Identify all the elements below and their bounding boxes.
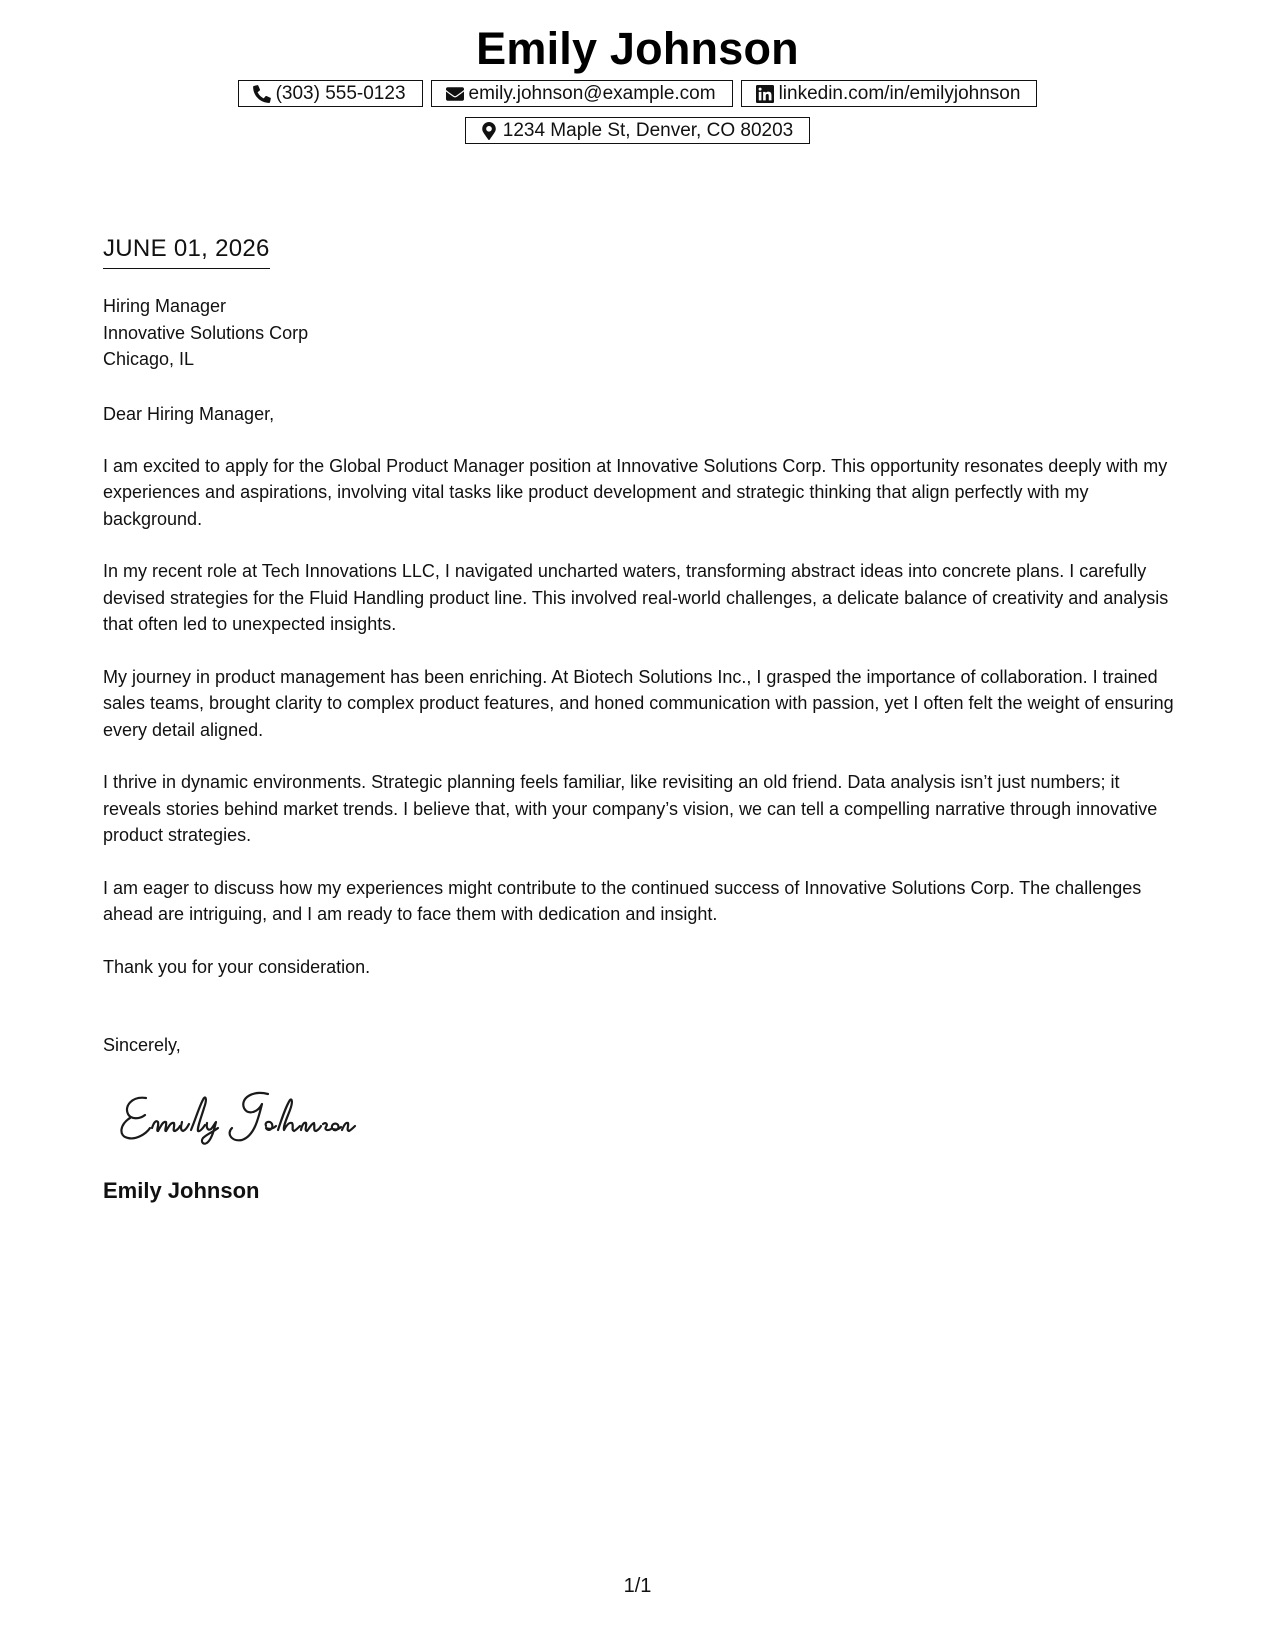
letter-body — [103, 401, 1178, 1059]
phone-chip[interactable] — [238, 80, 423, 107]
recipient-block — [103, 293, 308, 373]
linkedin-text: linkedin.com/in/emilyjohnson — [778, 82, 1021, 104]
letter-date: JUNE 01, 2026 — [103, 234, 270, 269]
greeting: Dear Hiring Manager, — [103, 404, 275, 424]
map-marker-icon — [480, 122, 498, 140]
address-text: 1234 Maple St, Denver, CO 80203 — [502, 119, 794, 141]
signer-name: Emily Johnson — [103, 1178, 260, 1203]
contact-row-address — [0, 117, 1275, 144]
body-paragraph: I am eager to discuss how my experiences might contribute to the continued success of Innovative Solutions Corp. The challenges ahead are intriguing, and I am ready to face them with dedication and insight. — [103, 877, 1142, 924]
signature-image — [118, 1084, 358, 1146]
address-chip[interactable] — [465, 117, 810, 144]
body-paragraph: I am excited to apply for the Global Product Manager position at Innovative Solutions Corp. This opportunity resonates deeply with my experiences and aspirations, involving vital tasks like product development and strategic thinking that align perfectly with my background. — [103, 455, 1168, 529]
phone-text: (303) 555-0123 — [275, 82, 406, 104]
envelope-icon — [446, 85, 464, 103]
closing: Sincerely, — [103, 1035, 181, 1055]
linkedin-icon — [756, 85, 774, 103]
body-paragraph: I thrive in dynamic environments. Strategic planning feels familiar, like revisiting an old friend. Data analysis isn’t just numbers; it reveals stories behind market trends. I believe that, with your company’s vision, we can tell a compelling narrative through innovative product strategies. — [103, 772, 1158, 845]
body-paragraph: My journey in product management has been enriching. At Biotech Solutions Inc., I grasped the importance of collaboration. I trained sales teams, brought clarity to complex product features, and honed communication with passion, yet I often felt the weight of ensuring every detail aligned. — [103, 666, 1174, 740]
email-text: emily.johnson@example.com — [468, 82, 716, 104]
body-paragraph: In my recent role at Tech Innovations LLC, I navigated uncharted waters, transforming abstract ideas into concrete plans. I carefully devised strategies for the Fluid Handling product line. This involved real-world challenges, a delicate balance of creativity and analysis that often led to unexpected insights. — [103, 561, 1169, 634]
phone-icon — [253, 85, 271, 103]
contact-row — [0, 80, 1275, 107]
recipient-title: Hiring Manager — [103, 296, 227, 316]
header-name: Emily Johnson — [476, 23, 799, 74]
linkedin-chip[interactable] — [741, 80, 1038, 107]
recipient-location: Chicago, IL — [103, 349, 195, 369]
email-chip[interactable] — [431, 80, 733, 107]
thank-you-line: Thank you for your consideration. — [103, 956, 371, 977]
page-indicator: 1/1 — [623, 1575, 652, 1597]
recipient-company: Innovative Solutions Corp — [103, 322, 309, 343]
